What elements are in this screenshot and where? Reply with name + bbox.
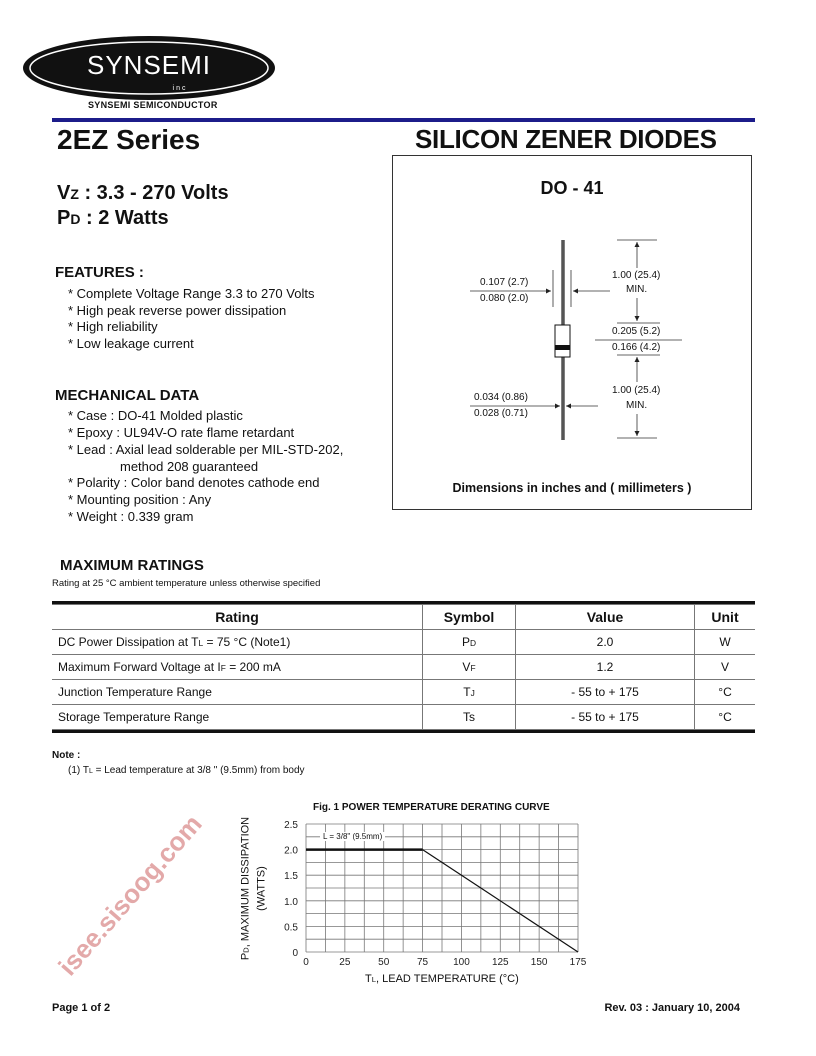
feature-item: * Low leakage current — [68, 336, 194, 351]
x-tick-label: 0 — [303, 957, 309, 968]
package-box — [392, 155, 752, 510]
y-tick-label: 2.5 — [284, 820, 298, 831]
table-header-row — [52, 605, 755, 630]
symbol-cell: TJ — [423, 680, 516, 705]
x-tick-label: 125 — [491, 957, 509, 968]
chart-ylabel: PD, MAXIMUM DISSIPATION — [239, 816, 252, 961]
symbol-cell: Ts — [423, 705, 516, 730]
x-tick-label: 100 — [453, 957, 470, 968]
chart-annotation: L = 3/8" (9.5mm) — [320, 832, 385, 841]
dim-lead-len-bot: 1.00 (25.4) — [612, 385, 661, 396]
mech-item: * Polarity : Color band denotes cathode end — [68, 475, 320, 490]
x-tick-label: 150 — [530, 957, 548, 968]
rating-cell: DC Power Dissipation at TL = 75 °C (Note1) — [52, 630, 423, 655]
page-number: Page 1 of 2 — [52, 1002, 111, 1014]
feature-item: * High peak reverse power dissipation — [68, 303, 287, 318]
chart-title: Fig. 1 POWER TEMPERATURE DERATING CURVE — [313, 802, 550, 813]
y-tick-label: 0 — [292, 948, 298, 959]
dim-lead-dia-max: 0.107 (2.7) — [480, 277, 529, 288]
mech-item: * Weight : 0.339 gram — [68, 509, 194, 524]
product-title: SILICON ZENER DIODES — [415, 124, 717, 154]
y-tick-label: 2.0 — [284, 845, 298, 857]
chart-ylabel-units: (WATTS) — [255, 866, 268, 911]
mech-item: * Case : DO-41 Molded plastic — [68, 408, 243, 423]
feature-item: * High reliability — [68, 319, 158, 334]
dim-body-min: 0.166 (4.2) — [612, 342, 661, 353]
col-value: Value — [516, 605, 695, 630]
dim-lead-len-top: 1.00 (25.4) — [612, 270, 661, 281]
x-tick-label: 25 — [339, 957, 351, 968]
y-tick-label: 1.0 — [284, 896, 298, 908]
svg-text:SYNSEMI: SYNSEMI — [86, 50, 212, 80]
svg-text:inc: inc — [172, 85, 188, 92]
mech-item: method 208 guaranteed — [120, 459, 259, 474]
mech-item: * Epoxy : UL94V-O rate flame retardant — [68, 425, 295, 440]
table-row — [52, 655, 755, 680]
header-rule — [52, 118, 755, 122]
rating-cell: Maximum Forward Voltage at IF = 200 mA — [52, 655, 423, 680]
revision-date: Rev. 03 : January 10, 2004 — [604, 1002, 740, 1014]
spec-pd: PD : 2 Watts — [57, 207, 169, 229]
unit-cell: °C — [695, 705, 756, 730]
dim-wire-max: 0.034 (0.86) — [474, 392, 528, 403]
ratings-subtitle: Rating at 25 °C ambient temperature unless otherwise specified — [52, 578, 321, 589]
mech-item: * Lead : Axial lead solderable per MIL-STD-202, — [68, 442, 344, 457]
watermark: isee.sisoog.com — [52, 808, 208, 982]
unit-cell: V — [695, 655, 756, 680]
spec-vz: VZ : 3.3 - 270 Volts — [57, 182, 229, 204]
table-row — [52, 705, 755, 730]
x-tick-label: 175 — [569, 957, 587, 968]
package-title: DO - 41 — [540, 178, 604, 198]
col-unit: Unit — [695, 605, 756, 630]
x-tick-label: 50 — [378, 957, 390, 968]
note-item: (1) TL = Lead temperature at 3/8 " (9.5mm) from body — [68, 765, 305, 776]
value-cell: - 55 to + 175 — [516, 680, 695, 705]
col-rating: Rating — [52, 605, 423, 630]
value-cell: 1.2 — [516, 655, 695, 680]
dim-min-top: MIN. — [626, 284, 648, 295]
y-tick-label: 1.5 — [284, 871, 298, 883]
series-segment — [423, 850, 578, 952]
dimensions-note: Dimensions in inches and ( millimeters ) — [452, 481, 692, 495]
value-cell: 2.0 — [516, 630, 695, 655]
ratings-table — [52, 601, 755, 733]
dim-body-max: 0.205 (5.2) — [612, 326, 661, 337]
series-title: 2EZ Series — [57, 124, 201, 155]
synsemi-logo — [20, 34, 278, 104]
mech-item: * Mounting position : Any — [68, 492, 212, 507]
rating-cell: Junction Temperature Range — [52, 680, 423, 705]
ratings-heading: MAXIMUM RATINGS — [60, 557, 204, 574]
value-cell: - 55 to + 175 — [516, 705, 695, 730]
table-row — [52, 630, 755, 655]
symbol-cell: PD — [423, 630, 516, 655]
dim-min-bot: MIN. — [626, 400, 648, 411]
dim-lead-dia-min: 0.080 (2.0) — [480, 293, 529, 304]
unit-cell: W — [695, 630, 756, 655]
symbol-cell: VF — [423, 655, 516, 680]
table-row — [52, 680, 755, 705]
col-symbol: Symbol — [423, 605, 516, 630]
logo-subtitle: SYNSEMI SEMICONDUCTOR — [88, 100, 218, 110]
features-heading: FEATURES : — [55, 264, 144, 281]
note-heading: Note : — [52, 750, 81, 761]
mechanical-heading: MECHANICAL DATA — [55, 387, 200, 404]
chart-xlabel: TL, LEAD TEMPERATURE (°C) — [365, 973, 519, 985]
unit-cell: °C — [695, 680, 756, 705]
dim-wire-min: 0.028 (0.71) — [474, 408, 528, 419]
y-tick-label: 0.5 — [284, 922, 298, 934]
rating-cell: Storage Temperature Range — [52, 705, 423, 730]
x-tick-label: 75 — [417, 957, 429, 968]
feature-item: * Complete Voltage Range 3.3 to 270 Volts — [68, 286, 315, 301]
